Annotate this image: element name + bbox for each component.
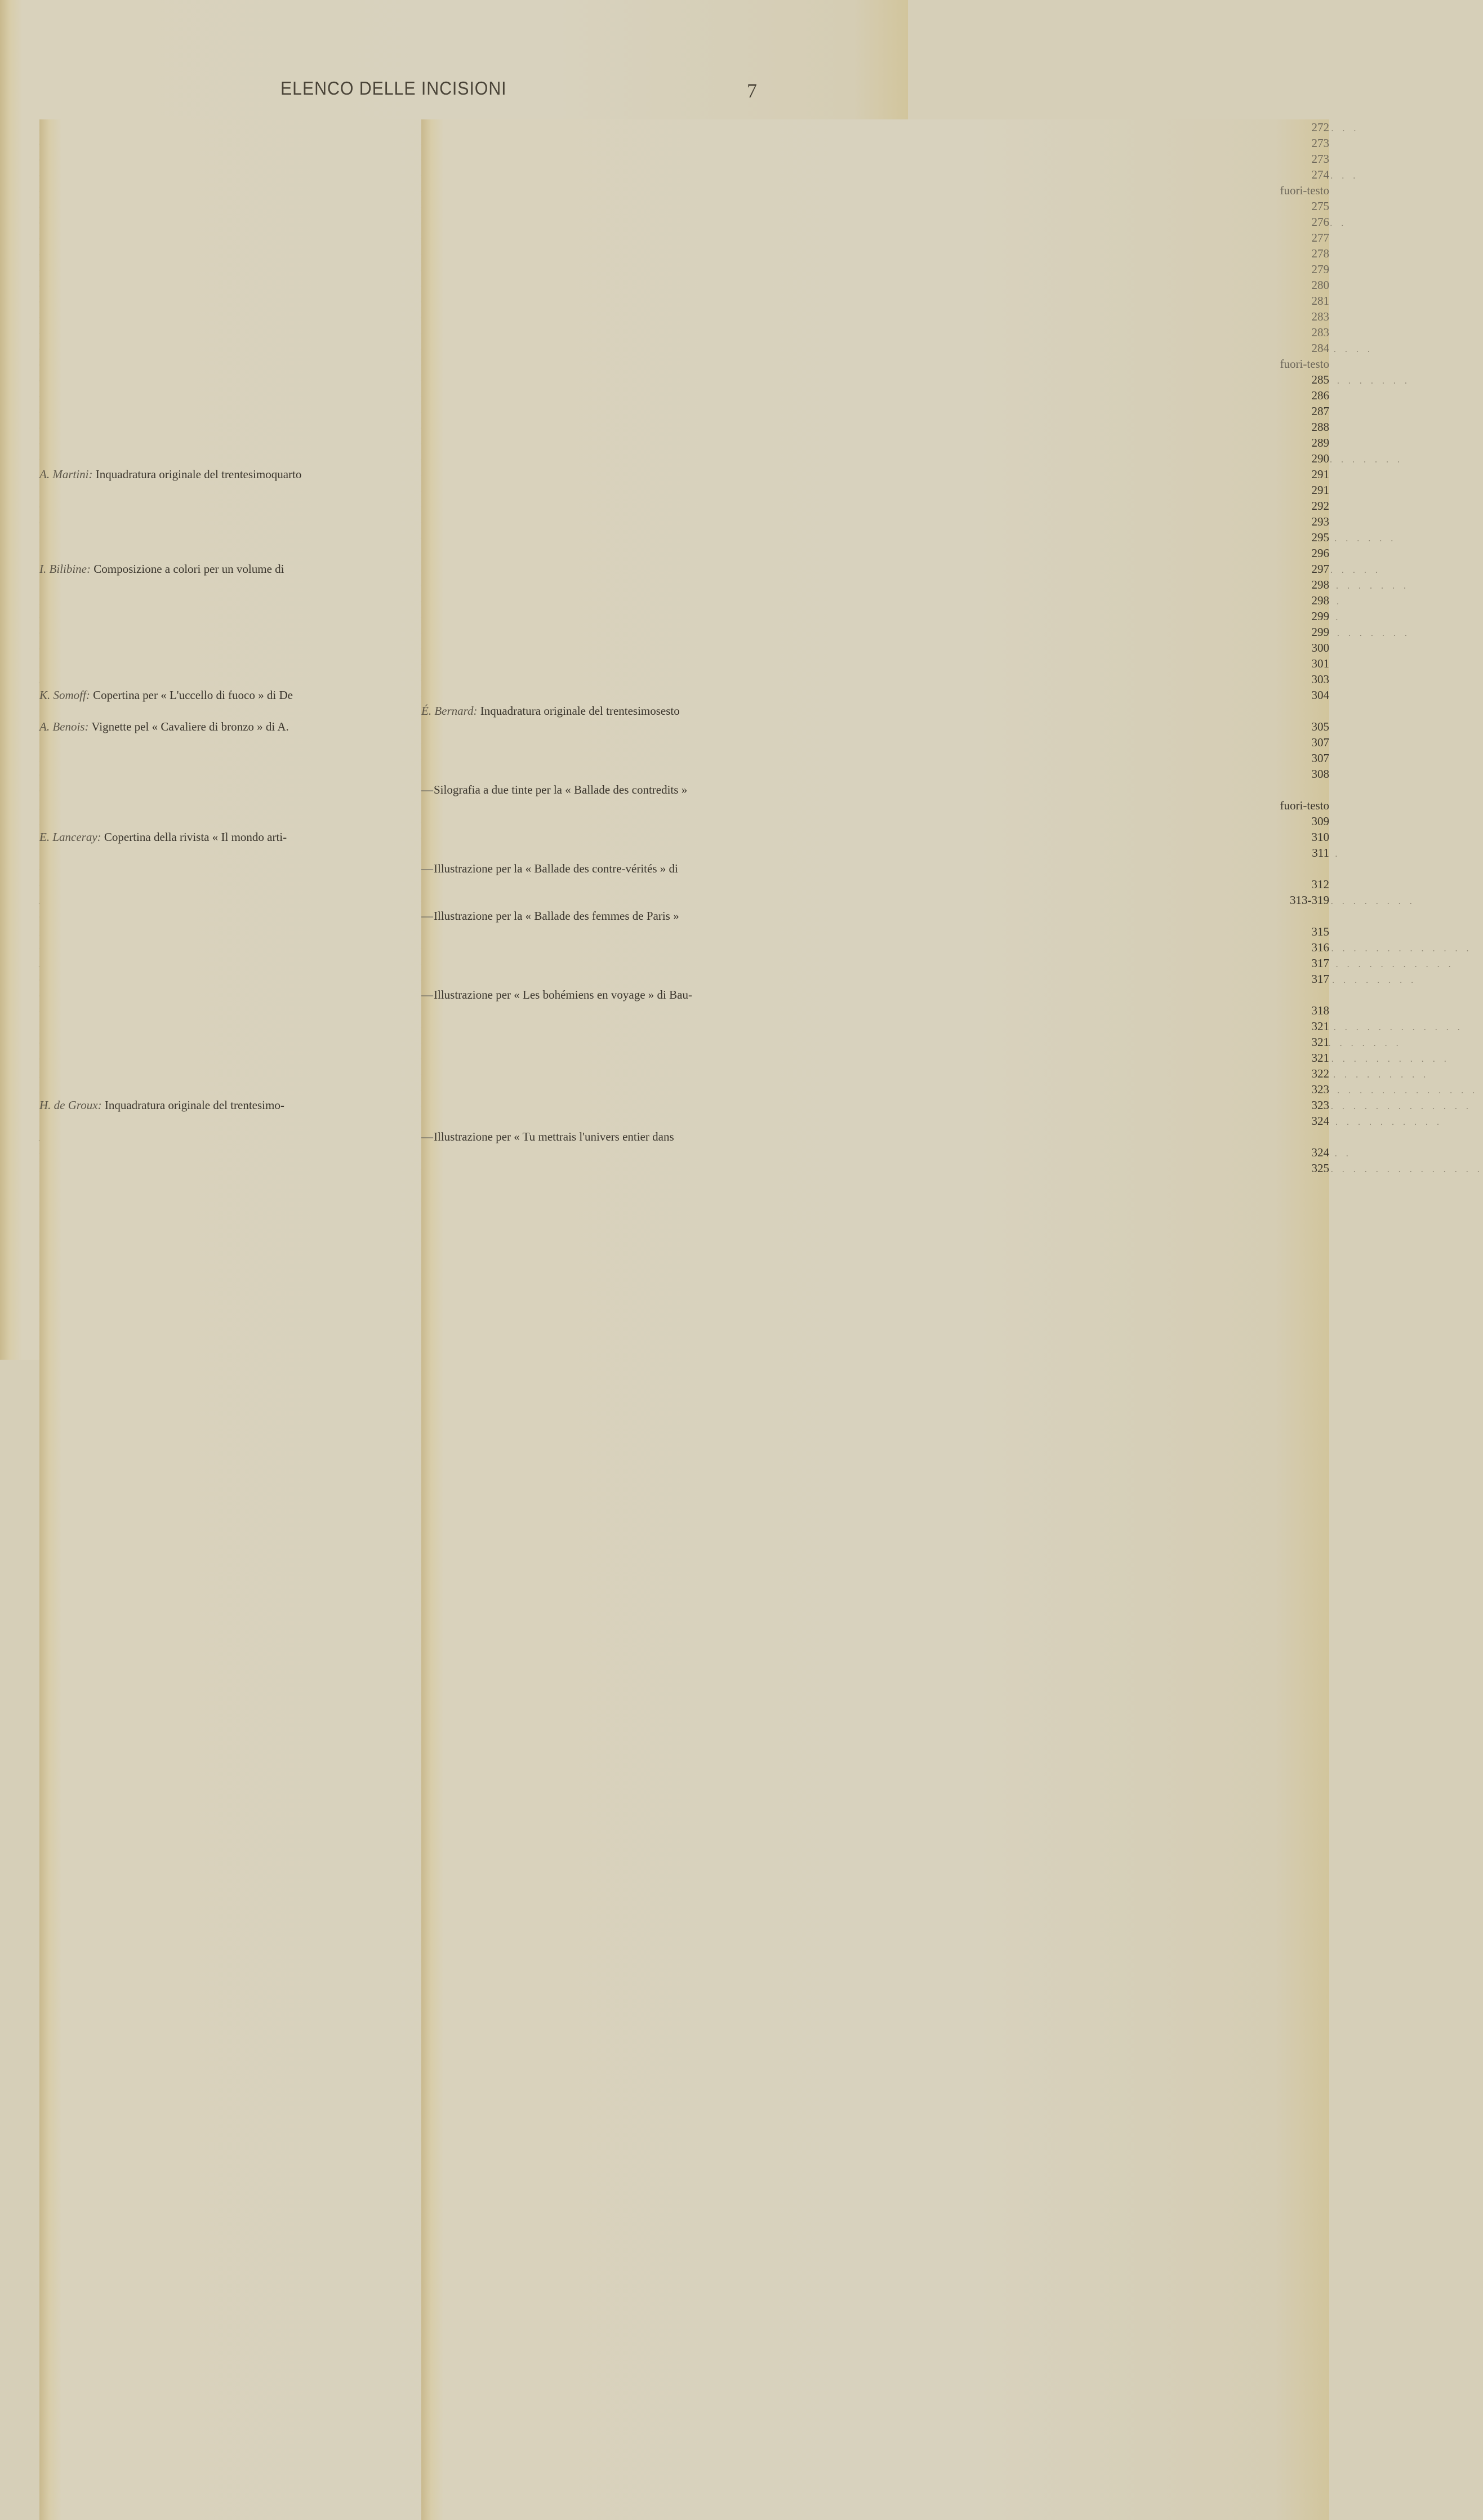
entry-page: 312 <box>421 876 1329 2236</box>
index-entry <box>39 955 400 971</box>
index-entry <box>39 687 400 703</box>
entry-page: 300 <box>421 640 1329 2000</box>
entry-page: 317 <box>421 971 1329 2331</box>
entry-page: 324 <box>421 1145 1329 2504</box>
entry-page: fuori-testo <box>421 356 1329 1716</box>
index-entry <box>39 403 400 419</box>
entry-page: 285 <box>421 372 1329 1731</box>
index-entry-continuation <box>39 734 400 750</box>
index-entry <box>421 309 1329 324</box>
index-entry <box>421 466 1329 482</box>
entry-page: fuori-testo <box>421 798 1329 2157</box>
index-entry <box>421 230 1329 246</box>
entry-page: 290 <box>421 451 1329 1810</box>
entry-text <box>39 1097 284 1113</box>
entry-page: 313-319 <box>421 892 1329 2252</box>
entry-page: 279 <box>421 261 1329 1621</box>
index-entry <box>421 608 1329 624</box>
entry-text <box>39 466 301 482</box>
index-entry <box>39 1081 400 1097</box>
entry-page: 310 <box>421 829 1329 2189</box>
index-entry <box>421 734 1329 750</box>
index-entry <box>421 561 1329 577</box>
index-entry <box>421 372 1329 388</box>
entry-page: 273 <box>421 151 1329 1511</box>
index-entry <box>39 466 400 482</box>
index-entry-continuation <box>39 482 400 498</box>
index-entry <box>39 514 400 529</box>
entry-page: 316 <box>421 940 1329 2299</box>
entry-title: Illustrazione per « Tu mettrais l'univers entier dans <box>434 1130 674 1143</box>
entry-page: 292 <box>421 498 1329 1858</box>
index-entry <box>421 750 1329 766</box>
index-entry <box>39 388 400 403</box>
index-entry <box>39 608 400 624</box>
index-entry <box>421 167 1329 182</box>
index-entry <box>421 545 1329 561</box>
index-entry <box>39 230 400 246</box>
index-entry <box>39 1145 400 1160</box>
entry-page: 311 <box>421 845 1329 2205</box>
index-entry <box>39 435 400 451</box>
index-entry <box>39 719 400 734</box>
entry-page: 289 <box>421 435 1329 1795</box>
index-entry <box>39 640 400 656</box>
index-entry <box>39 1018 400 1034</box>
entry-page: 275 <box>421 198 1329 1558</box>
index-entry <box>421 435 1329 451</box>
index-entry <box>39 624 400 640</box>
index-entry <box>421 403 1329 419</box>
right-column <box>421 119 1329 1176</box>
entry-page: 272 <box>421 119 1329 1479</box>
index-entry <box>39 1034 400 1050</box>
index-entry <box>39 324 400 340</box>
index-entry <box>421 277 1329 293</box>
entry-page: 315 <box>421 924 1329 2283</box>
entry-page: 293 <box>421 514 1329 1873</box>
index-entry <box>39 1097 400 1113</box>
entry-text <box>39 561 284 577</box>
index-entry <box>39 1129 400 1145</box>
index-entry <box>39 593 400 608</box>
entry-page: 317 <box>421 955 1329 2315</box>
entry-page: 304 <box>421 687 1329 2047</box>
index-entry <box>39 198 400 214</box>
entry-artist: K. Somoff: <box>39 688 90 702</box>
entry-title: Illustrazione per la « Ballade des contre-vérités » di <box>434 862 678 875</box>
entry-dash: — <box>421 783 433 796</box>
index-entry <box>421 908 781 924</box>
entry-page: 287 <box>421 403 1329 1763</box>
index-entry <box>39 119 400 135</box>
entry-artist: I. Bilibine: <box>39 562 91 576</box>
index-entry <box>421 135 1329 151</box>
index-entry <box>421 624 1329 640</box>
index-entry <box>39 261 400 277</box>
index-entry <box>421 987 781 1003</box>
index-entry-continuation <box>421 876 1329 892</box>
entry-page: 323 <box>421 1097 1329 2457</box>
index-entry <box>39 135 400 151</box>
entry-title: Silografia a due tinte per la « Ballade des contredits » <box>434 783 688 796</box>
entry-page: 278 <box>421 246 1329 1605</box>
index-entry <box>421 324 1329 340</box>
entry-page: 273 <box>421 135 1329 1495</box>
index-entry-continuation <box>39 845 400 861</box>
entry-page: 298 <box>421 593 1329 1952</box>
index-entry <box>421 388 1329 403</box>
entry-page: 307 <box>421 750 1329 2110</box>
entry-dash: — <box>421 1130 433 1143</box>
index-entry <box>421 529 1329 545</box>
entry-text <box>39 719 289 734</box>
index-entry <box>421 671 1329 687</box>
entry-page: 298 <box>421 577 1329 1936</box>
entry-page: 321 <box>421 1018 1329 2378</box>
index-entry <box>421 703 781 719</box>
entry-artist: H. de Groux: <box>39 1098 102 1112</box>
index-entry <box>421 340 1329 356</box>
index-entry <box>39 309 400 324</box>
index-entry-continuation <box>39 703 400 719</box>
entry-dash: — <box>421 909 433 923</box>
index-entry <box>39 1003 400 1018</box>
index-entry <box>421 198 1329 214</box>
entry-dash: — <box>421 862 433 875</box>
entry-page: 321 <box>421 1050 1329 2410</box>
index-entry <box>421 356 1329 372</box>
index-entry <box>421 1018 1329 1034</box>
index-entry <box>421 1081 1329 1097</box>
index-entry <box>421 482 1329 498</box>
index-entry <box>421 261 1329 277</box>
index-entry <box>39 940 400 955</box>
index-entry <box>421 1097 1329 1113</box>
index-entry <box>39 908 400 924</box>
index-entry <box>421 451 1329 466</box>
index-entry <box>39 214 400 230</box>
index-entry-continuation <box>421 1003 1329 1018</box>
index-entry-continuation <box>421 1145 1329 1160</box>
index-entry-continuation <box>421 924 1329 940</box>
entry-title: Inquadratura originale del trentesimoquarto <box>95 468 302 481</box>
entry-dash: — <box>421 988 433 1001</box>
index-entry <box>421 151 1329 167</box>
entry-title: Inquadratura originale del trentesimosesto <box>480 704 680 718</box>
index-entry <box>421 845 1329 861</box>
index-entry <box>421 1160 1329 1176</box>
entry-title: Inquadratura originale del trentesimo- <box>104 1098 284 1112</box>
entry-page: 283 <box>421 324 1329 1684</box>
entry-page: 286 <box>421 388 1329 1747</box>
index-entry <box>39 766 400 782</box>
entry-page: 322 <box>421 1066 1329 2425</box>
entry-page: 299 <box>421 608 1329 1968</box>
index-entry <box>39 750 400 766</box>
index-entry <box>421 640 1329 656</box>
index-entry <box>39 293 400 309</box>
page-title: ELENCO DELLE INCISIONI <box>280 78 507 99</box>
book-page <box>0 0 1329 1360</box>
entry-page: 309 <box>421 813 1329 2173</box>
index-entry <box>421 1050 1329 1066</box>
index-entry <box>39 1160 400 1176</box>
index-entry <box>421 955 1329 971</box>
entry-page: 321 <box>421 1034 1329 2394</box>
entry-artist: A. Benois: <box>39 720 89 733</box>
index-entry <box>39 861 400 876</box>
entry-page: 324 <box>421 1113 1329 2473</box>
entry-page: 283 <box>421 309 1329 1668</box>
entry-page: 274 <box>421 167 1329 1526</box>
index-entry <box>421 1129 781 1145</box>
index-entry <box>39 182 400 198</box>
entry-page: 280 <box>421 277 1329 1637</box>
index-entry <box>39 340 400 356</box>
entry-page: 308 <box>421 766 1329 2126</box>
entry-page: fuori-testo <box>421 182 1329 1542</box>
entry-page: 295 <box>421 529 1329 1889</box>
page-header <box>0 78 908 106</box>
index-entry <box>39 498 400 514</box>
entry-text <box>421 908 679 924</box>
entry-page: 318 <box>421 1003 1329 2362</box>
entry-text <box>421 782 687 798</box>
index-entry <box>39 372 400 388</box>
entry-page: 288 <box>421 419 1329 1779</box>
index-entry <box>39 876 400 892</box>
index-entry <box>421 1034 1329 1050</box>
entry-text <box>421 861 678 876</box>
entry-artist: A. Martini: <box>39 468 93 481</box>
index-entry <box>421 514 1329 529</box>
entry-text <box>421 1129 674 1145</box>
page-number: 7 <box>747 79 757 102</box>
index-entry <box>39 656 400 671</box>
index-entry <box>421 182 1329 198</box>
entry-page: 303 <box>421 671 1329 2031</box>
index-entry <box>421 861 781 876</box>
entry-text <box>39 687 293 703</box>
index-entry <box>39 451 400 466</box>
index-entry <box>421 577 1329 593</box>
entry-page: 281 <box>421 293 1329 1653</box>
index-entry <box>421 687 1329 703</box>
entry-page: 296 <box>421 545 1329 1905</box>
entry-page: 277 <box>421 230 1329 1590</box>
index-entry <box>39 545 400 561</box>
index-entry-continuation <box>421 719 1329 734</box>
index-entry <box>421 656 1329 671</box>
index-entry-continuation <box>421 798 1329 813</box>
index-entry <box>39 356 400 372</box>
index-entry <box>421 293 1329 309</box>
index-entry <box>39 151 400 167</box>
entry-page: 284 <box>421 340 1329 1700</box>
index-entry <box>421 782 781 798</box>
index-entry-continuation <box>39 1113 400 1129</box>
index-entry <box>421 829 1329 845</box>
index-entry <box>39 798 400 813</box>
entry-title: Copertina della rivista « Il mondo arti- <box>104 830 287 844</box>
index-entry <box>39 246 400 261</box>
entry-page: 325 <box>421 1160 1329 2520</box>
index-entry <box>421 419 1329 435</box>
entry-page: 276 <box>421 214 1329 1574</box>
index-entry <box>39 813 400 829</box>
index-entry <box>39 671 400 687</box>
index-entry <box>421 971 1329 987</box>
entry-title: Copertina per « L'uccello di fuoco » di De <box>93 688 293 702</box>
index-entry <box>421 246 1329 261</box>
index-entry <box>39 419 400 435</box>
index-entry <box>39 277 400 293</box>
index-entry <box>421 1066 1329 1081</box>
entry-title: Illustrazione per la « Ballade des femmes de Paris » <box>434 909 679 923</box>
entry-page: 291 <box>421 466 1329 1826</box>
index-entry <box>39 1050 400 1066</box>
entry-text <box>39 829 287 845</box>
index-entry <box>421 940 1329 955</box>
entry-page: 291 <box>421 482 1329 1842</box>
index-entry <box>421 1113 1329 1129</box>
left-column <box>39 119 400 1176</box>
index-entry <box>421 813 1329 829</box>
entry-artist: E. Lanceray: <box>39 830 101 844</box>
index-entry <box>39 561 400 577</box>
index-entry <box>39 892 400 908</box>
entry-page: 307 <box>421 734 1329 2094</box>
entry-page: 301 <box>421 656 1329 2015</box>
index-entry <box>39 167 400 182</box>
index-entry <box>421 766 1329 782</box>
index-entry <box>421 892 1329 908</box>
entry-text <box>421 703 680 719</box>
index-entry <box>421 593 1329 608</box>
index-entry <box>421 119 1329 135</box>
index-entry-continuation <box>39 577 400 593</box>
entry-title: Vignette pel « Cavaliere di bronzo » di A. <box>91 720 289 733</box>
index-entry <box>39 987 400 1003</box>
index-entry <box>39 971 400 987</box>
entry-title: Illustrazione per « Les bohémiens en voyage » di Bau- <box>434 988 692 1001</box>
index-entry <box>421 498 1329 514</box>
index-entry <box>39 529 400 545</box>
entry-page: 305 <box>421 719 1329 2078</box>
index-entry <box>39 1066 400 1081</box>
entry-artist: É. Bernard: <box>421 704 478 718</box>
entry-text <box>421 987 692 1003</box>
index-entry <box>39 782 400 798</box>
index-entry <box>39 829 400 845</box>
index-entry <box>39 924 400 940</box>
entry-page: 299 <box>421 624 1329 1984</box>
entry-title: Composizione a colori per un volume di <box>93 562 284 576</box>
entry-page: 297 <box>421 561 1329 1921</box>
index-entry <box>421 214 1329 230</box>
entry-page: 323 <box>421 1081 1329 2441</box>
